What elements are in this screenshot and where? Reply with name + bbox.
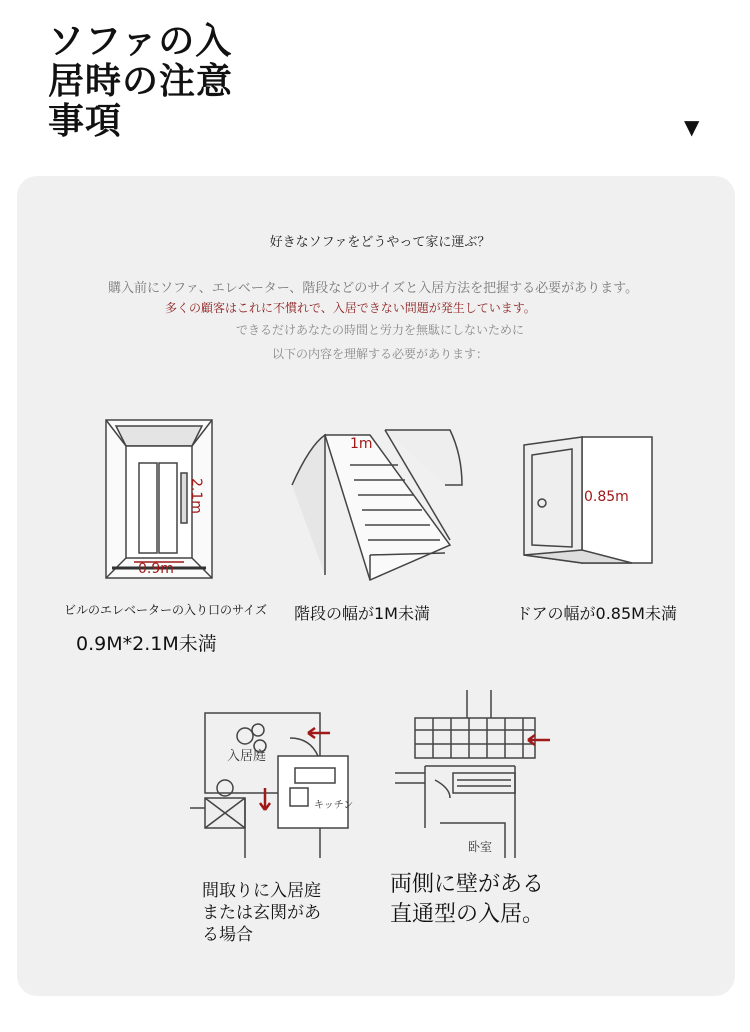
page-title — [48, 22, 248, 142]
title-line-3: 事項 — [48, 101, 123, 142]
floorplan2-caption: 両側に壁がある直通型の入居。 — [390, 872, 545, 927]
intro-text-4: 以下の内容を理解する必要があります： — [271, 347, 488, 361]
floorplan-foyer-illustration — [190, 708, 365, 858]
title-line-2: 居時の注意 — [48, 61, 234, 102]
bedroom-label: 卧室 — [468, 840, 493, 854]
card-headline: 好きなソファをどうやって家に運ぶ？ — [269, 235, 491, 250]
floorplan1-caption — [202, 880, 321, 946]
stairs-caption: 階段の幅が1M未満 — [294, 604, 430, 623]
elevator-caption-size: 0.9M*2.1M未満 — [76, 633, 217, 655]
elevator-caption: ビルのエレベーターの入り口のサイズ — [64, 603, 268, 617]
elevator-width-label: 0.9m — [138, 561, 174, 577]
title-line-1: ソファの入 — [48, 21, 233, 62]
floorplan1-caption-line-3: る場合 — [202, 925, 253, 945]
foyer-room-label: 入居庭 — [227, 749, 267, 764]
floorplan1-caption-line-2: または玄関があ — [202, 903, 321, 923]
door-width-label: 0.85m — [584, 489, 629, 505]
stairs-illustration — [290, 425, 465, 585]
intro-text-1: 購入前にソファ、エレベーター、階段などのサイズと入居方法を把握する必要があります。 — [108, 281, 639, 296]
collapse-toggle-icon[interactable]: ▼ — [684, 115, 700, 139]
intro-warning-text: 多くの顧客はこれに不慣れで、入居できない問題が発生しています。 — [165, 301, 536, 315]
floorplan1-caption-line-1: 間取りに入居庭 — [202, 881, 321, 901]
kitchen-label: キッチン — [314, 800, 354, 811]
stairs-width-label: 1m — [350, 436, 373, 452]
elevator-height-label: 2.1m — [188, 478, 204, 514]
floorplan-corridor-illustration — [395, 688, 555, 858]
door-caption: ドアの幅が0.85M未満 — [516, 604, 677, 623]
intro-text-3: できるだけあなたの時間と労力を無駄にしないために — [235, 323, 524, 337]
